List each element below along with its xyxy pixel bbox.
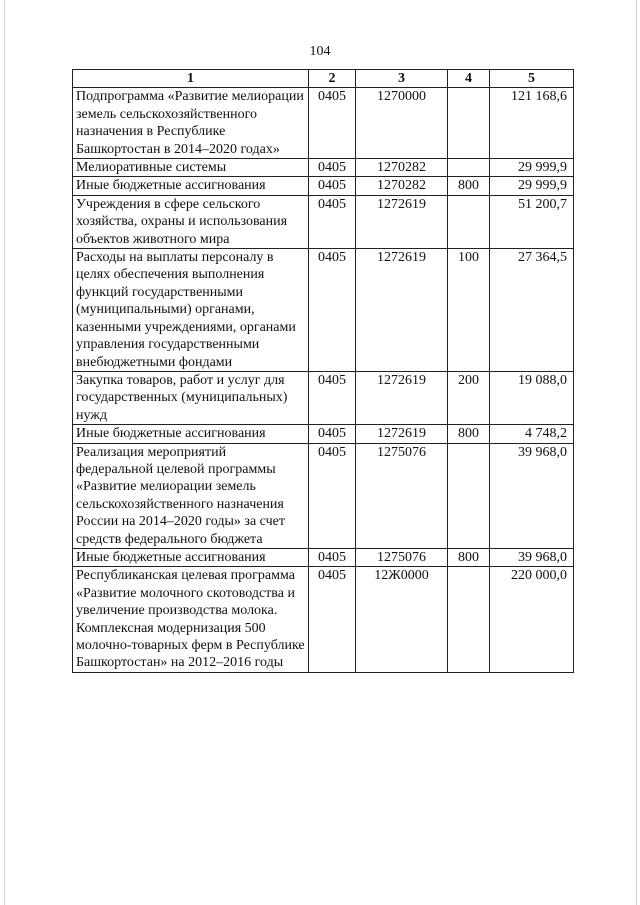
row-section: 0405 [309,159,356,177]
row-section: 0405 [309,249,356,372]
row-section: 0405 [309,567,356,672]
row-expense-kind [448,443,490,548]
row-target-code: 1272619 [356,425,448,443]
header-cell: 1 [73,70,309,88]
table-row [73,567,574,672]
row-name: Иные бюджетные ассигнования [73,548,309,566]
header-cell: 2 [309,70,356,88]
row-sum: 121 168,6 [490,88,574,159]
row-name: Закупка товаров, работ и услуг для государственных (муниципальных) нужд [73,371,309,424]
table-row [73,177,574,195]
row-name: Реализация мероприятий федеральной целевой программы «Развитие мелиорации земель сельскохозяйственного назначения России на 2014–2020 годы» за счет средств федерального бюджета [73,443,309,548]
row-target-code: 1272619 [356,195,448,248]
scan-edge-left [4,0,5,905]
row-sum: 39 968,0 [490,548,574,566]
row-sum: 4 748,2 [490,425,574,443]
row-section: 0405 [309,371,356,424]
header-row [73,70,574,88]
table-row [73,371,574,424]
row-sum: 39 968,0 [490,443,574,548]
row-section: 0405 [309,88,356,159]
row-target-code: 1270282 [356,159,448,177]
row-name: Мелиоративные системы [73,159,309,177]
row-expense-kind: 800 [448,548,490,566]
row-target-code: 12Ж0000 [356,567,448,672]
row-expense-kind: 800 [448,177,490,195]
table-row [73,443,574,548]
header-cell: 5 [490,70,574,88]
row-target-code: 1272619 [356,249,448,372]
row-target-code: 1275076 [356,443,448,548]
table-row [73,425,574,443]
row-sum: 27 364,5 [490,249,574,372]
row-expense-kind: 800 [448,425,490,443]
row-sum: 19 088,0 [490,371,574,424]
scan-edge-right [636,0,637,905]
row-target-code: 1270000 [356,88,448,159]
row-expense-kind: 100 [448,249,490,372]
header-cell: 3 [356,70,448,88]
row-name: Подпрограмма «Развитие мелиорации земель сельскохозяйственного назначения в Республике Башкортостан в 2014–2020 годах» [73,88,309,159]
row-expense-kind: 200 [448,371,490,424]
header-cell: 4 [448,70,490,88]
row-sum: 51 200,7 [490,195,574,248]
row-name: Иные бюджетные ассигнования [73,425,309,443]
row-sum: 220 000,0 [490,567,574,672]
row-section: 0405 [309,177,356,195]
row-name: Республиканская целевая программа «Развитие молочного скотоводства и увеличение производства молока. Комплексная модернизация 500 молочно-товарных ферм в Республике Башкортостан» на 2012–2016 годы [73,567,309,672]
table-row [73,249,574,372]
row-expense-kind [448,159,490,177]
row-expense-kind [448,567,490,672]
row-sum: 29 999,9 [490,159,574,177]
row-section: 0405 [309,195,356,248]
row-section: 0405 [309,548,356,566]
table-row [73,548,574,566]
row-target-code: 1270282 [356,177,448,195]
row-sum: 29 999,9 [490,177,574,195]
budget-table [72,69,574,673]
row-target-code: 1272619 [356,371,448,424]
table-row [73,159,574,177]
row-name: Иные бюджетные ассигнования [73,177,309,195]
row-name: Расходы на выплаты персоналу в целях обеспечения выполнения функций государственными (муниципальными) органами, казенными учреждениями, органами управления государственными внебюджетными фондами [73,249,309,372]
row-target-code: 1275076 [356,548,448,566]
table-row [73,195,574,248]
page-number: 104 [309,44,331,59]
row-name: Учреждения в сфере сельского хозяйства, охраны и использования объектов животного мира [73,195,309,248]
table-row [73,88,574,159]
row-section: 0405 [309,425,356,443]
row-section: 0405 [309,443,356,548]
row-expense-kind [448,88,490,159]
row-expense-kind [448,195,490,248]
